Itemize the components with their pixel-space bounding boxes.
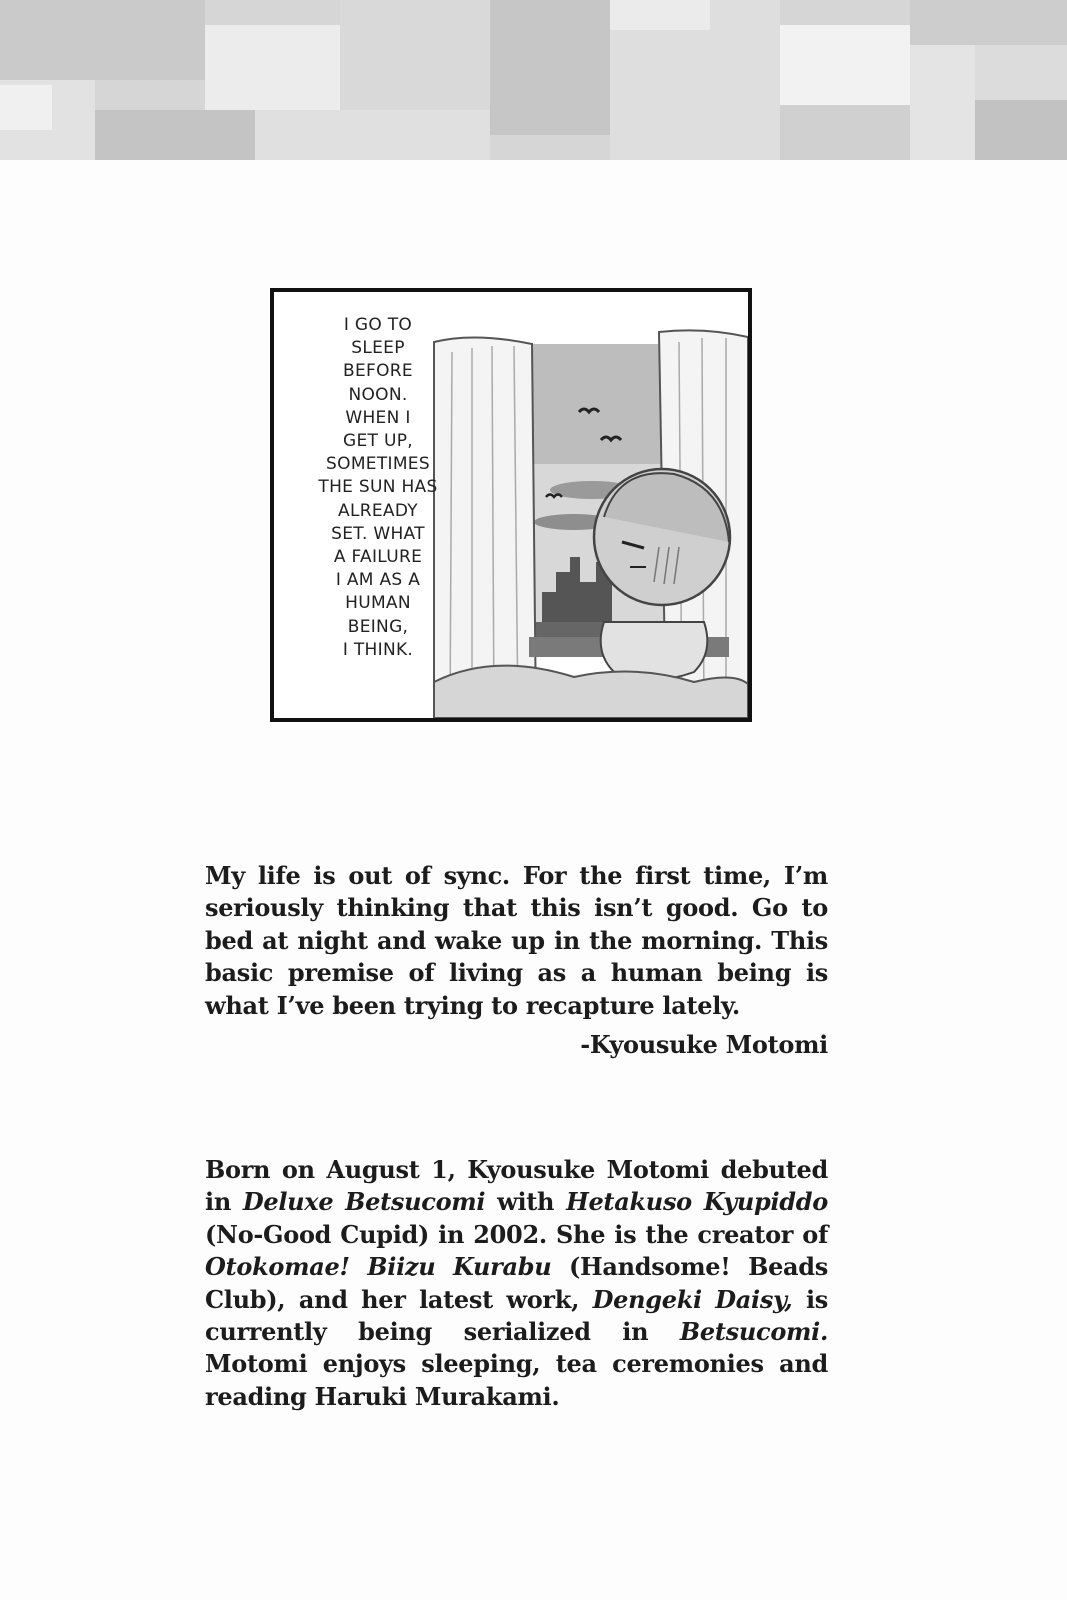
caption-line: NOON. — [348, 384, 408, 405]
panel-caption — [296, 314, 460, 662]
caption-line: SLEEP — [351, 338, 405, 359]
caption-line: SOMETIMES — [326, 454, 430, 475]
bio-title-otokomae: Otokomae! Biizu Kurabu — [205, 1252, 552, 1282]
bio-text: Born on August 1, Kyousuke Motomi debuted in — [205, 1155, 828, 1217]
author-signature: -Kyousuke Motomi — [580, 1030, 828, 1059]
decorative-header-band — [0, 0, 1067, 160]
author-bio — [205, 1154, 828, 1413]
bio-title-betsucomi: Betsucomi. — [679, 1317, 828, 1347]
bio-title-dengeki-daisy: Dengeki Daisy, — [592, 1284, 793, 1314]
bio-text: (Handsome! Beads Club), and her latest work, — [205, 1252, 828, 1314]
caption-line: BEING, — [347, 616, 409, 637]
bio-text: with — [485, 1187, 567, 1217]
caption-line: ALREADY — [338, 500, 418, 521]
caption-line: A FAILURE — [333, 547, 423, 568]
caption-line: BEFORE — [343, 361, 413, 382]
caption-line: WHEN I — [345, 407, 411, 428]
bio-title-deluxe-betsucomi: Deluxe Betsucomi — [242, 1187, 486, 1217]
bio-text: Motomi enjoys sleeping, tea ceremonies and reading Haruki Murakami. — [205, 1349, 828, 1411]
manga-panel — [270, 288, 752, 722]
caption-line: GET UP, — [343, 431, 413, 452]
caption-line: I THINK. — [342, 639, 414, 660]
bio-text: (No-Good Cupid) in 2002. She is the creator of — [205, 1219, 828, 1249]
author-quote: My life is out of sync. For the first time, I’m seriously thinking that this isn’t good. Go to bed at night and wake up in the morning. This basic premise of living as a human being is what I’ve been trying to recapture lately. — [205, 861, 828, 1020]
bio-title-hetakuso-kyupiddo: Hetakuso Kyupiddo — [566, 1187, 828, 1217]
caption-line: SET. WHAT — [331, 523, 425, 544]
caption-line: I GO TO — [343, 315, 413, 335]
caption-line: THE SUN HAS — [318, 477, 438, 498]
caption-line: HUMAN — [345, 593, 411, 614]
bio-text: is currently being serialized in — [205, 1284, 828, 1347]
caption-line: I AM AS A — [335, 570, 421, 591]
